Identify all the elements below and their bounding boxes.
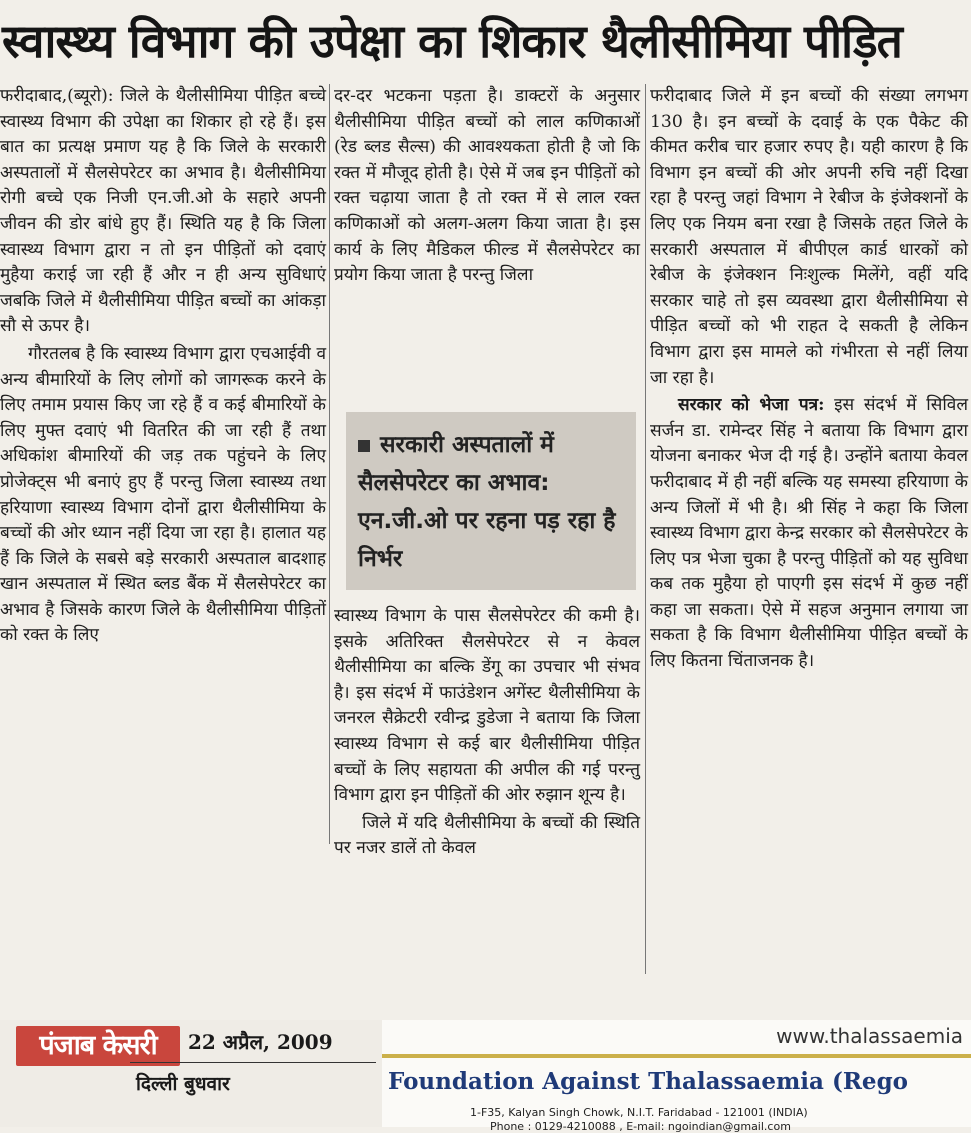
bullet-square-icon xyxy=(358,440,370,452)
subhead: सरकार को भेजा पत्र: xyxy=(678,395,825,416)
newspaper-masthead-area xyxy=(0,1020,382,1127)
article-column-2-top xyxy=(334,84,640,402)
headline: स्वास्थ्य विभाग की उपेक्षा का शिकार थैलीसीमिया पीड़ित xyxy=(2,14,902,68)
organization-letterhead xyxy=(382,1020,971,1133)
website-url: www.thalassaemia xyxy=(776,1024,963,1048)
article-column-2-bottom xyxy=(334,604,640,859)
paragraph: गौरतलब है कि स्वास्थ्य विभाग द्वारा एचआईवी व अन्य बीमारियों के लिए लोगों को जागरूक करने के लिए तमाम प्रयास किए जा रहे हैं व कई बीमारियों के लिए मुफ्त दवाएं भी वितरित की जा रही हैं तथा अधिकांश बीमारियों की जड़ तक पहुंचने के लिए प्रोजेक्ट्स भी बनाएं हुए हैं परन्तु जिला स्वास्थ्य तथा हरियाणा स्वास्थ्य विभाग दोनों द्वारा थैलीसीमिया के बच्चों की ओर ध्यान नहीं दिया जा रहा है। हालात यह हैं कि जिले के सबसे बड़े सरकारी अस्पताल बादशाह खान अस्पताल में स्थित ब्लड बैंक में सैलसेपरेटर का अभाव है जिसके कारण जिले के थैलीसीमिया पीड़ितों को रक्त के लिए xyxy=(0,343,326,646)
divider xyxy=(130,1062,376,1063)
divider xyxy=(382,1054,971,1058)
article-column-3 xyxy=(650,84,968,974)
article-column-1 xyxy=(0,84,326,842)
pull-quote xyxy=(346,412,636,590)
publication-city-day: दिल्ली बुधवार xyxy=(136,1073,230,1095)
newspaper-logo: पंजाब केसरी xyxy=(16,1026,180,1066)
paragraph: जिले में यदि थैलीसीमिया के बच्चों की स्थिति पर नजर डालें तो केवल xyxy=(334,812,640,859)
paragraph: फरीदाबाद जिले में इन बच्चों की संख्या लगभग 130 है। इन बच्चों के दवाई के एक पैकेट की कीमत करीब चार हजार रुपए है। यही कारण है कि विभाग इन बच्चों की ओर अपनी रुचि नहीं दिखा रहा है परन्तु जहां विभाग ने रेबीज के इंजेक्शनों के लिए एक नियम बना रखा है जिसके तहत जिले के सरकारी अस्पताल में बीपीएल कार्ड धारकों को रेबीज के इंजेक्शन निःशुल्क मिलेंगे, वहीं यदि सरकार चाहे तो इस व्यवस्था द्वारा थैलीसीमिया से पीड़ित बच्चों को भी राहत दे सकती है लेकिन विभाग द्वारा इस मामले को गंभीरता से नहीं लिया जा रहा है। xyxy=(650,86,968,388)
column-divider xyxy=(645,84,646,974)
paragraph: फरीदाबाद,(ब्यूरो): जिले के थैलीसीमिया पीड़ित बच्चे स्वास्थ्य विभाग की उपेक्षा का शिकार हो रहे हैं। इस बात का प्रत्यक्ष प्रमाण यह है कि जिले के सरकारी अस्पतालों में सैलसेपरेटर का अभाव है। थैलीसीमिया रोगी बच्चे एक निजी एन.जी.ओ के सहारे अपनी जीवन की डोर बांधे हुए हैं। स्थिति यह है कि जिला स्वास्थ्य विभाग द्वारा न तो इन पीड़ितों को दवाएं मुहैया कराई जा रही हैं और न ही अन्य सुविधाएं जबकि जिले में थैलीसीमिया पीड़ित बच्चों का आंकड़ा सौ से ऊपर है। xyxy=(0,86,326,337)
organization-name: Foundation Against Thalassaemia (Rego xyxy=(388,1068,908,1095)
organization-address: 1-F35, Kalyan Singh Chowk, N.I.T. Faridabad - 121001 (INDIA) xyxy=(470,1106,808,1119)
publication-date: 22 अप्रैल, 2009 xyxy=(188,1030,333,1054)
organization-contact: Phone : 0129-4210088 , E-mail: ngoindian@gmail.com xyxy=(490,1120,791,1133)
pull-quote-text: सरकारी अस्पतालों में सैलसेपरेटर का अभाव: एन.जी.ओ पर रहना पड़ रहा है निर्भर xyxy=(358,432,616,572)
column-divider xyxy=(329,84,330,844)
paragraph: स्वास्थ्य विभाग के पास सैलसेपरेटर की कमी है। इसके अतिरिक्त सैलसेपरेटर से न केवल थैलीसीमिया का बल्कि डेंगू का उपचार भी संभव है। इस संदर्भ में फाउंडेशन अगेंस्ट थैलीसीमिया के जनरल सैक्रेटरी रवीन्द्र डुडेजा ने बताया कि जिला स्वास्थ्य विभाग से कई बार थैलीसीमिया पीड़ित बच्चों के लिए सहायता की अपील की गई परन्तु विभाग द्वारा इन पीड़ितों की ओर रुझान शून्य है। xyxy=(334,606,640,806)
paragraph: दर-दर भटकना पड़ता है। डाक्टरों के अनुसार थैलीसीमिया पीड़ित बच्चों को लाल कणिकाओं (रेड ब्लड सैल्स) की आवश्यकता होती है जो कि रक्त में मौजूद होती है। ऐसे में जब इन पीड़ितों को रक्त चढ़ाया जाता है तो रक्त में से लाल रक्त कणिकाओं को अलग-अलग किया जाता है। इस कार्य के लिए मैडिकल फील्ड में सैलसेपरेटर का प्रयोग किया जाता है परन्तु जिला xyxy=(334,86,640,286)
paragraph xyxy=(650,393,968,675)
subhead-body: इस संदर्भ में सिविल सर्जन डा. रामेन्दर सिंह ने बताया कि विभाग द्वारा योजना बनाकर भेज दी गई है। उन्होंने बताया केवल फरीदाबाद में ही नहीं बल्कि यह समस्या हरियाणा के अन्य जिलों में भी है। श्री सिंह ने कहा कि जिला स्वास्थ्य विभाग द्वारा केन्द्र सरकार को सैलसेपरेटर के लिए पत्र भेजा चुका है परन्तु पीड़ितों को यह सुविधा कब तक मुहैया हो पाएगी इस संदर्भ में कुछ नहीं कहा जा सकता। ऐसे में सहज अनुमान लगाया जा सकता है कि विभाग थैलीसीमिया पीड़ित बच्चों के लिए कितना चिंताजनक है। xyxy=(650,395,968,672)
